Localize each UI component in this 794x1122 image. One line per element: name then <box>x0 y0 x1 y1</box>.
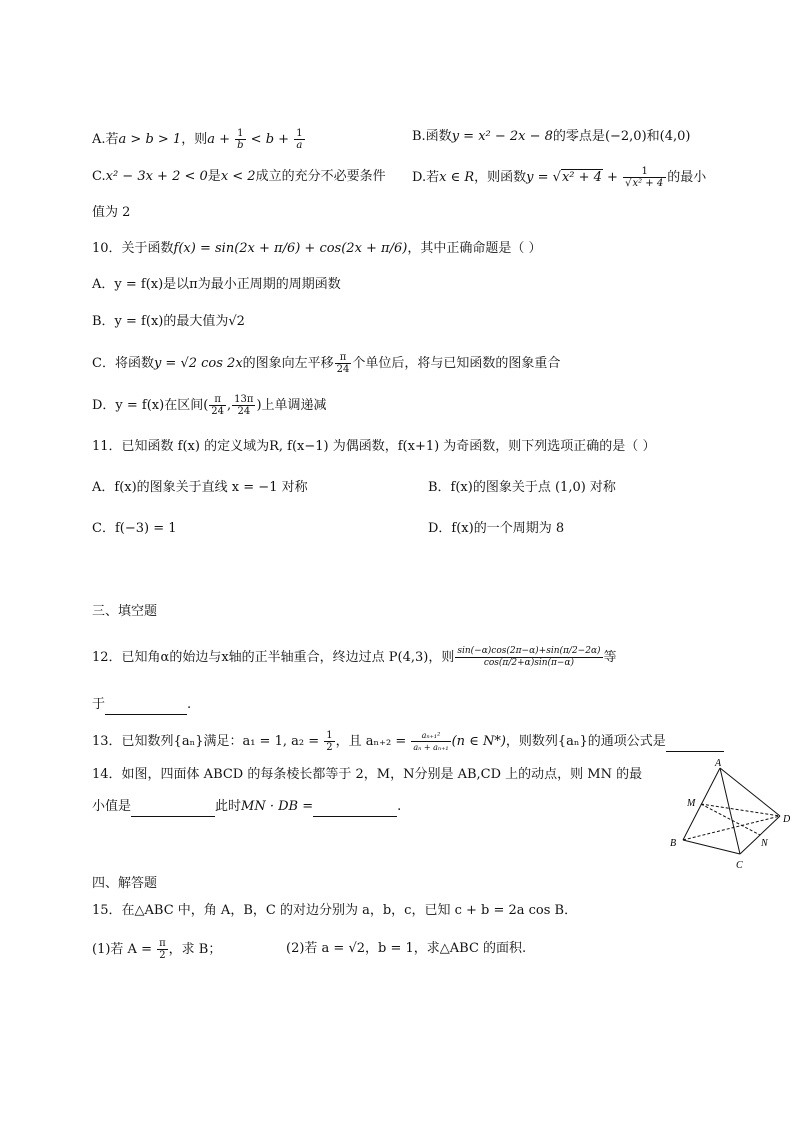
q15-part2: (2)若 a = √2，b = 1，求△ABC 的面积. <box>286 941 527 956</box>
q14-answer-blank-1[interactable] <box>131 798 215 817</box>
label-d: D <box>783 814 791 825</box>
q12-stem: 12．已知角α的始边与x轴的正半轴重合，终边过点 P(4,3)，则 $\frac{\sin(-\alpha)\cos(2\pi-\alpha)+\sin(\pi/2-2\alpha)}{\cos(\pi/2+\alpha)\sin(\pi-\alpha)}$ 等 <box>92 646 617 668</box>
q10-option-b: B．y = f(x)的最大值为√2 <box>92 314 245 329</box>
segment-md <box>701 804 780 816</box>
edge-ac <box>720 768 740 854</box>
q9-d-rad-den: x² + 4 <box>632 178 664 189</box>
segment-mn <box>701 804 760 835</box>
q14-cont: 小值是 此时MN · DB = . <box>92 798 401 817</box>
q11-stem: 11．已知函数 f(x) 的定义域为R, f(x−1) 为偶函数，f(x+1) 为奇函数，则下列选项正确的是（ ） <box>92 439 656 454</box>
q15-part1: (1)若 A = $\frac{\pi}{2}$ ，求 B； <box>92 938 222 961</box>
q9-option-d-cont: 值为 2 <box>92 205 131 220</box>
q10-option-c: C．将函数y = √2 cos 2x的图象向左平移 $\frac{\pi}{24}$ 个单位后，将与已知函数的图象重合 <box>92 352 561 375</box>
q13-stem: 13．已知数列{aₙ}满足：a₁ = 1, a₂ = $\frac{1}{2}$ ，且 aₙ₊₂ = $\frac{\text{aₙ₊₁²}}{\text{aₙ + aₙ₊₁}}$ (n ∈ N*)，则数列{aₙ}的通项公式是 <box>92 730 724 753</box>
q13-answer-blank[interactable] <box>666 733 724 752</box>
q9-option-c: C.x² − 3x + 2 < 0是x < 2成立的充分不必要条件 <box>92 169 386 184</box>
q9-option-b: B.函数y = x² − 2x − 8的零点是(−2,0)和(4,0) <box>412 129 691 144</box>
q11-option-a: A．f(x)的图象关于直线 x = −1 对称 <box>92 480 308 495</box>
q11-option-b: B．f(x)的图象关于点 (1,0) 对称 <box>428 480 616 495</box>
label-c: C <box>736 860 743 871</box>
edge-bc <box>683 840 740 854</box>
q10-option-d: D．y = f(x)在区间( $\frac{\pi}{24}$ , $\frac{13\pi}{24}$ )上单调递减 <box>92 394 327 417</box>
q9-option-a: A.若a > b > 1，则a + $\frac{1}{b}$ < b + $\frac{1}{a}$ <box>92 128 303 151</box>
q12-cont: 于 . <box>92 696 191 715</box>
q15-stem: 15．在△ABC 中，角 A，B，C 的对边分别为 a，b，c，已知 c + b = 2a cos B． <box>92 903 578 918</box>
label-b: B <box>670 838 677 849</box>
q12-answer-blank[interactable] <box>105 696 187 715</box>
q9-option-d: D.若x ∈ R，则函数y = √x² + 4 + $\frac{1}{\text{√x² + 4}}$ 的最小 <box>412 166 707 189</box>
label-n: N <box>761 838 768 849</box>
q14-answer-blank-2[interactable] <box>313 798 397 817</box>
q10-stem: 10．关于函数f(x) = sin(2x + π/6) + cos(2x + π/6)，其中正确命题是（ ） <box>92 241 542 256</box>
q14-stem: 14．如图，四面体 ABCD 的每条棱长都等于 2，M，N分别是 AB,CD 上的动点，则 MN 的最 <box>92 767 643 782</box>
section-fill-in-title: 三、填空题 <box>92 604 158 619</box>
q10-option-a: A．y = f(x)是以π为最小正周期的周期函数 <box>92 277 341 292</box>
tetrahedron-figure <box>665 756 794 876</box>
q11-option-c: C．f(−3) = 1 <box>92 521 177 536</box>
label-m: M <box>687 798 696 809</box>
section-solution-title: 四、解答题 <box>92 876 158 891</box>
label-a: A <box>715 758 722 769</box>
q11-option-d: D．f(x)的一个周期为 8 <box>428 521 565 536</box>
